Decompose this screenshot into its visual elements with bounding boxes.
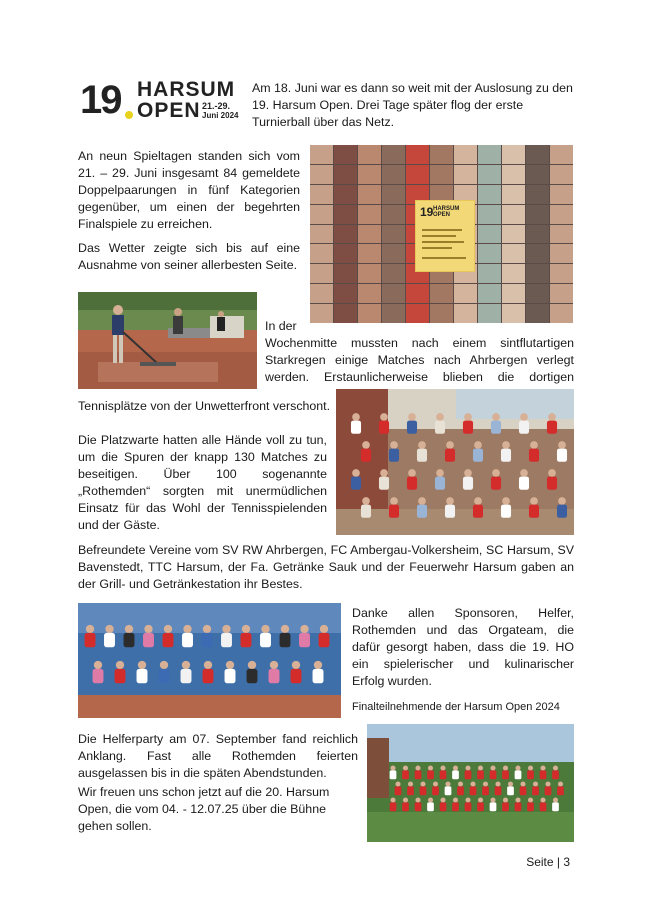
- paragraph-unwetter-end: Tennisplätze von der Unwetterfront verschont.: [78, 399, 331, 413]
- paragraph-ausblick: Wir freuen uns schon jetzt auf die 20. Harsum Open, die vom 04. - 12.07.25 über die Bühne gehen sollen.: [78, 785, 330, 833]
- page-number: Seite | 3: [526, 855, 570, 869]
- photo-caption: Finalteilnehmende der Harsum Open 2024: [352, 701, 560, 713]
- logo-word-open: OPEN: [137, 99, 201, 122]
- harsum-open-logo: [80, 78, 245, 124]
- logo-dates: 21.-29.: [202, 101, 231, 111]
- photo-crowd: [336, 389, 574, 535]
- photo-collage: [310, 145, 573, 323]
- paragraph-spieltage: An neun Spieltagen standen sich vom 21. – 29. Juni insgesamt 84 gemeldete Doppelpaarungen in fünf Kategorien gegenüber, um einen der begehrten Finalspiele zu erreichen.: [78, 149, 300, 231]
- photo-helper-party: [367, 724, 574, 842]
- paragraph-unwetter-start: In der: [265, 319, 297, 333]
- paragraph-vereine: Befreundete Vereine vom SV RW Ahrbergen, FC Ambergau-Volkersheim, SC Harsum, SV Bavenstedt, TTC Harsum, der Fa. Getränke Sauk und der Feuerwehr Harsum gaben an der Grill- und Getränkestation ihr Bestes.: [78, 543, 574, 591]
- paragraph-wetter: Das Wetter zeigte sich bis auf eine Ausnahme von seiner allerbesten Seite.: [78, 241, 300, 272]
- tournament-poster: 19 HARSUM OPEN: [415, 200, 475, 272]
- paragraph-platzwarte: Die Platzwarte hatten alle Hände voll zu tun, um die Spuren der knapp 130 Matches zu beseitigen. Über 100 sogenannte „Rothemden“ sorgten mit unermüdlichen Einsatz für das Wohl der Tennisspielenden und der Gäste.: [78, 433, 327, 532]
- paragraph-unwetter: Wochenmitte mussten nach einem sintflutartigen Starkregen einige Matches nach Ahrbergen verlegt werden. Erstaunlicherweise blieben die dortigen: [265, 336, 574, 384]
- photo-rain-court: [78, 292, 257, 389]
- logo-dot: [125, 111, 133, 119]
- logo-number: 19: [80, 78, 121, 122]
- photo-finalists: [78, 603, 341, 718]
- paragraph-helferparty: Die Helferparty am 07. September fand reichlich Anklang. Fast alle Rothemden feierten ausgelassen bis in die späten Abendstunden.: [78, 732, 358, 780]
- logo-word-harsum: HARSUM: [137, 78, 236, 101]
- logo-month: Juni 2024: [202, 111, 239, 120]
- intro-paragraph: Am 18. Juni war es dann so weit mit der Auslosung zu den 19. Harsum Open. Drei Tage später flog der erste Turnierball über das Netz.: [252, 81, 573, 129]
- paragraph-danke: Danke allen Sponsoren, Helfer, Rothemden und das Orgateam, die dafür gesorgt haben, dass die 19. HO ein spielerischer und kulinarischer Erfolg wurden.: [352, 606, 574, 688]
